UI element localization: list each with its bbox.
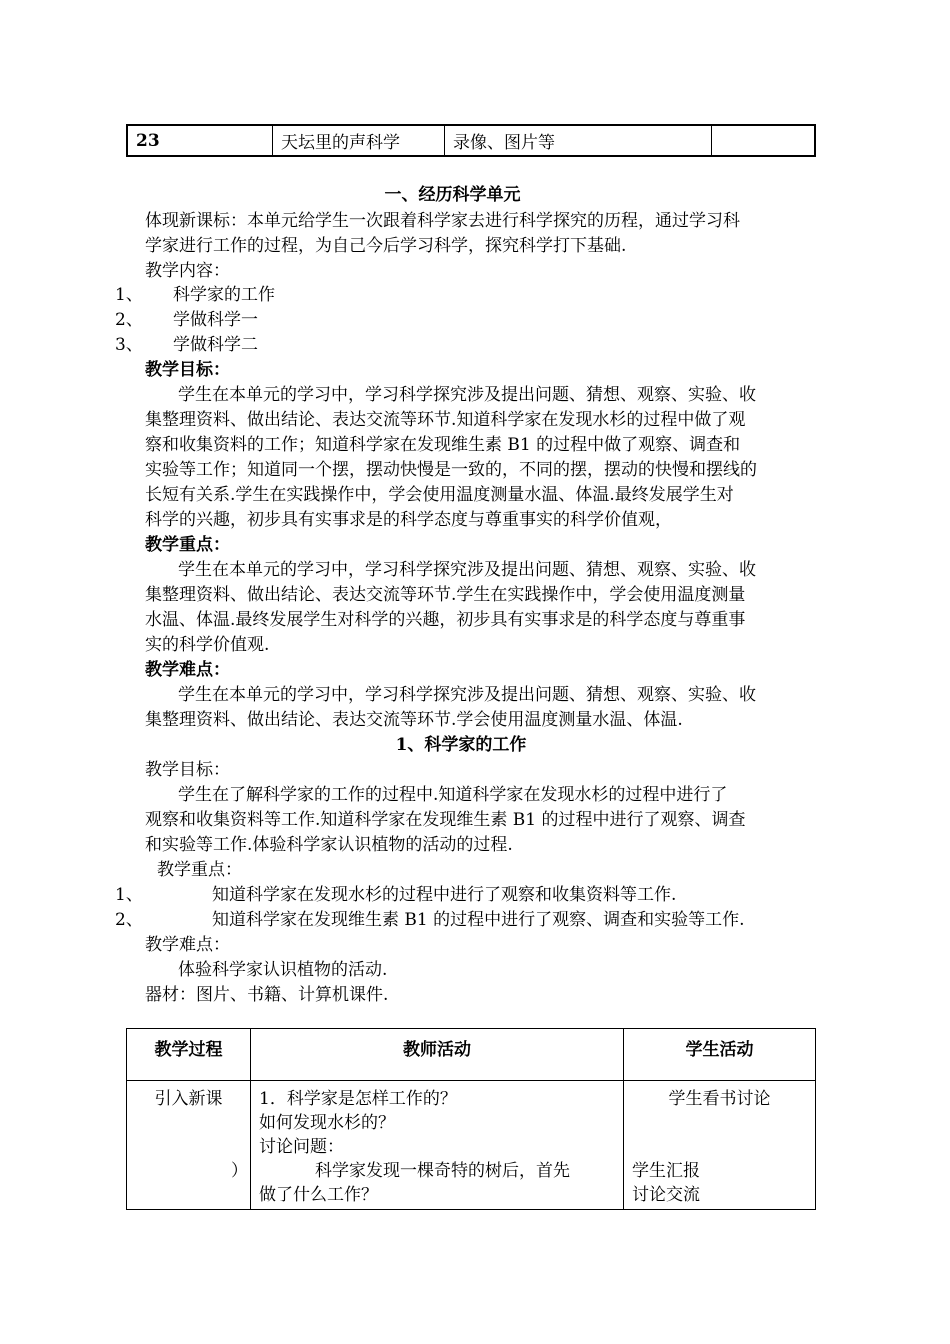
- unit-intro-line-2: 学家进行工作的过程，为自己今后学习科学，探究科学打下基础.: [145, 236, 627, 256]
- process-stage-cell: [127, 1081, 251, 1210]
- lesson-materials: 录像、图片等: [445, 125, 712, 156]
- lesson-notes: [712, 125, 816, 156]
- lesson-difficulty-label: 教学难点：: [145, 935, 230, 955]
- list-item-number: 2、: [115, 310, 143, 330]
- student-activity-cell: [624, 1081, 816, 1210]
- teacher-line: 1．科学家是怎样工作的？: [259, 1089, 457, 1109]
- lesson-goal-line: 观察和收集资料等工作.知道科学家在发现维生素 B1 的过程中进行了观察、调查: [145, 810, 746, 830]
- key-line: 学生在本单元的学习中，学习科学探究涉及提出问题、猜想、观察、实验、收: [178, 560, 756, 580]
- lesson-materials: 器材：图片、书籍、计算机课件.: [145, 985, 389, 1005]
- key-label: 教学重点：: [145, 535, 230, 555]
- lesson-goal-line: 学生在了解科学家的工作的过程中.知道科学家在发现水杉的过程中进行了: [178, 785, 728, 805]
- column-header-teacher: 教师活动: [251, 1029, 624, 1081]
- goal-line: 长短有关系.学生在实践操作中，学会使用温度测量水温、体温.最终发展学生对: [145, 485, 734, 505]
- student-line: 学生汇报: [632, 1161, 700, 1181]
- table-row: [127, 125, 815, 156]
- lesson-heading: 1、科学家的工作: [395, 735, 527, 755]
- list-item: 学做科学一: [173, 310, 258, 330]
- lesson-key-label: 教学重点：: [157, 860, 242, 880]
- list-item-number: 1、: [115, 885, 143, 905]
- cell-spacer: [632, 1111, 807, 1159]
- paren-mark: ）: [231, 1161, 248, 1181]
- list-item-number: 1、: [115, 285, 143, 305]
- lesson-goal-line: 和实验等工作.体验科学家认识植物的活动的过程.: [145, 835, 513, 855]
- list-item: 科学家的工作: [173, 285, 275, 305]
- column-header-process: 教学过程: [127, 1029, 251, 1081]
- lesson-difficulty-text: 体验科学家认识植物的活动.: [178, 960, 388, 980]
- list-item: 知道科学家在发现水杉的过程中进行了观察和收集资料等工作.: [212, 885, 677, 905]
- goal-line: 察和收集资料的工作；知道科学家在发现维生素 B1 的过程中做了观察、调查和: [145, 435, 741, 455]
- key-line: 集整理资料、做出结论、表达交流等环节.学生在实践操作中，学会使用温度测量: [145, 585, 746, 605]
- list-item-number: 3、: [115, 335, 143, 355]
- teacher-line: 讨论问题：: [259, 1137, 344, 1157]
- lesson-goal-label: 教学目标：: [145, 760, 230, 780]
- difficulty-line: 学生在本单元的学习中，学习科学探究涉及提出问题、猜想、观察、实验、收: [178, 685, 756, 705]
- list-item: 知道科学家在发现维生素 B1 的过程中进行了观察、调查和实验等工作.: [212, 910, 745, 930]
- teaching-process-table: [126, 1028, 816, 1210]
- goal-line: 科学的兴趣，初步具有实事求是的科学态度与尊重事实的科学价值观，: [145, 510, 672, 530]
- lesson-schedule-table: [126, 124, 816, 157]
- teacher-activity-cell: [251, 1081, 624, 1210]
- content-label: 教学内容：: [145, 261, 230, 281]
- process-stage: 引入新课: [154, 1089, 223, 1109]
- difficulty-label: 教学难点：: [145, 660, 230, 680]
- goal-line: 实验等工作；知道同一个摆，摆动快慢是一致的，不同的摆，摆动的快慢和摆线的: [145, 460, 757, 480]
- lesson-number: 23: [127, 125, 273, 156]
- teacher-line: 做了什么工作？: [259, 1185, 378, 1205]
- table-header-row: [127, 1029, 816, 1081]
- student-line: 讨论交流: [632, 1185, 700, 1205]
- goal-line: 集整理资料、做出结论、表达交流等环节.知道科学家在发现水杉的过程中做了观: [145, 410, 746, 430]
- unit-intro-line-1: 体现新课标：本单元给学生一次跟着科学家去进行科学探究的历程，通过学习科: [145, 211, 740, 231]
- lesson-title: 天坛里的声科学: [273, 125, 445, 156]
- goal-label: 教学目标：: [145, 360, 230, 380]
- teacher-line: 如何发现水杉的？: [259, 1113, 395, 1133]
- student-line: 学生看书讨论: [668, 1089, 771, 1109]
- table-row: [127, 1081, 816, 1210]
- difficulty-line: 集整理资料、做出结论、表达交流等环节.学会使用温度测量水温、体温.: [145, 710, 683, 730]
- goal-line: 学生在本单元的学习中，学习科学探究涉及提出问题、猜想、观察、实验、收: [178, 385, 756, 405]
- list-item: 学做科学二: [173, 335, 258, 355]
- unit-heading: 一、经历科学单元: [384, 185, 521, 205]
- teacher-line: 科学家发现一棵奇特的树后，首先: [315, 1161, 570, 1181]
- list-item-number: 2、: [115, 910, 143, 930]
- key-line: 水温、体温.最终发展学生对科学的兴趣，初步具有实事求是的科学态度与尊重事: [145, 610, 746, 630]
- column-header-student: 学生活动: [624, 1029, 816, 1081]
- key-line: 实的科学价值观.: [145, 635, 270, 655]
